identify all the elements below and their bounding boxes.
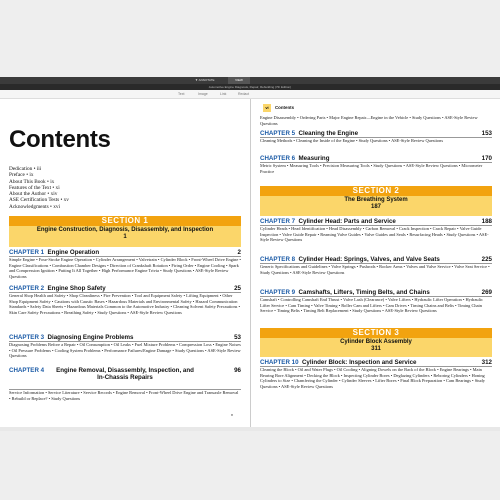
chapter-number: CHAPTER 5 (260, 130, 296, 137)
front-item[interactable]: Preface • ix (9, 172, 34, 179)
front-item[interactable]: Acknowledgments • xvi (9, 203, 60, 210)
chapter-description: General Shop Health and Safety • Shop Cleanliness • Fire Prevention • Tool and Equipment Safety • Lifting Equipment • Other Shop Equipment Safety • Cautions with Caustic Bases • Hazardous Materials and Environmental Safety • Hazard Communication Standards • Safety Data Sheets • Hazardous Materials Common to the Automotive Industry • Cleaning Solvent Safety Precautions • Skin Care Safety Precautions • Breathing Safety • Study Questions • ASE-Style Review Questions (9, 293, 241, 315)
chapter-3[interactable] (9, 334, 241, 341)
front-item[interactable]: About This Book • ix (9, 178, 55, 185)
page-title: Contents (9, 126, 111, 153)
page-number: v (231, 412, 233, 417)
annotation-tools (0, 90, 500, 99)
window-top-background (0, 0, 500, 77)
chapter-title: Measuring (298, 155, 330, 162)
chapter-1[interactable] (9, 249, 241, 256)
section-label: SECTION 3 (260, 328, 492, 338)
redact-tool[interactable]: Redact (238, 92, 250, 96)
chapter-7[interactable] (260, 218, 492, 225)
chapter-number: CHAPTER 1 (9, 249, 45, 256)
chapter-page: 153 (481, 130, 492, 137)
chapter-description: Metric System • Measuring Tools • Precision Measuring Tools • Study Questions • ASE-Style Review Questions • Micrometer Practice (260, 163, 483, 174)
right-page (250, 99, 500, 427)
section-title: Cylinder Block Assembly (340, 339, 412, 345)
image-tool[interactable]: Image (198, 92, 208, 96)
chapter-9[interactable] (260, 289, 492, 296)
chapter-title: Engine Removal, Disassembly, Inspection, and In-Chassis Repairs (56, 367, 194, 381)
section-title: The Breathing System (344, 197, 408, 203)
front-item[interactable]: About the Author • xiv (9, 191, 58, 198)
window-bottom-background (0, 431, 500, 500)
chapter-title: Diagnosing Engine Problems (47, 334, 134, 341)
chapter-title: Engine Operation (47, 249, 100, 256)
section-1-header[interactable] (9, 216, 241, 247)
viewer-toolbar (0, 77, 500, 84)
front-matter-list (9, 166, 69, 210)
chapter-page: 2 (237, 249, 241, 256)
chapter-6[interactable] (260, 155, 492, 162)
chapter-page: 269 (481, 289, 492, 296)
chapter-title: Engine Shop Safety (47, 285, 106, 292)
chapter-page: 312 (481, 359, 492, 366)
link-tool[interactable]: Link (220, 92, 227, 96)
chapter-title: Cylinder Head: Springs, Valves, and Valve Seats (298, 256, 440, 263)
chapter-description: Simple Engine • Four-Stroke Engine Operation • Cylinder Arrangement • Valvetrain • Cylinder Block • Front-Wheel Drive Engine • Engine Classifications • Combustion Chamber Designs • Direction of Crankshaft Rotation • Firing Order • Engine Cooling • Spark and Compression Ignition • Putting It All Together • High Performance Engine Trivia • Study Questions • ASE-Style Review Questions (9, 257, 241, 279)
chapter-page: 225 (481, 256, 492, 263)
running-head: Contents (275, 105, 295, 110)
section-3-header[interactable] (260, 328, 492, 357)
section-page: 187 (370, 204, 381, 210)
tab-annotate[interactable]: ▼ ANNOTATE (195, 78, 215, 82)
chapter-title: Cylinder Head: Parts and Service (298, 218, 396, 225)
chapter-description: Diagnosing Problems Before a Repair • Oil Consumption • Oil Leaks • Fuel Mixture Problems • Compression Loss • Engine Noises • Oil Pressure Problems • Cooling System Problems • Performance Failures/Engine Damage • Study Questions • ASE-Style Review Questions (9, 342, 241, 359)
chapter-2[interactable] (9, 285, 241, 292)
section-label: SECTION 1 (9, 216, 241, 226)
chapter-10[interactable] (260, 359, 492, 366)
chapter-page: 25 (234, 285, 241, 292)
text-tool[interactable]: Text (178, 92, 185, 96)
chapter-number: CHAPTER 10 (260, 359, 299, 366)
chapter-number: CHAPTER 6 (260, 155, 296, 162)
chapter-description: Generic Specifications and Guidelines • Valve Springs • Pushrods • Rocker Arms • Valves and Valve Service • Valve Seat Service • Study Questions • ASE-Style Review Questions (260, 264, 490, 275)
chapter-title: Camshafts, Lifters, Timing Belts, and Chains (298, 289, 430, 296)
left-page (0, 99, 250, 427)
chapter-description: Service Information • Service Literature • Service Records • Engine Removal • Front-Wheel Drive Engine and Transaxle Removal • Rebuild or Replace? • Study Questions (9, 390, 239, 401)
document-title: Automotive Engine Diagnosis, Repair, Rebuilding (7th Edition) (0, 84, 500, 90)
chapter-5[interactable] (260, 130, 492, 137)
chapter-page: 53 (234, 334, 241, 341)
section-title: Engine Construction, Diagnosis, Disassembly, and Inspection (36, 227, 214, 233)
chapter-page: 96 (234, 367, 241, 374)
chapter-description: Cleaning the Block • Oil and Water Plugs • Oil Cooling • Aligning Dowels on the Back of the Block • Engine Bearings • Main Bearing Bore Alignment • Decking the Block • Inspecting Cylinder Bores • Deglazing Cylinders • Reboring Cylinders • Honing Cylinders to Size • Chamfering the Cylinder • Cylinder Sleeves • Lifter Bores • Final Block Preparation • Cam Bearings • Study Questions • ASE-Style Review Questions (260, 367, 485, 389)
chapter-description: Camshaft • Controlling Camshaft End Thrust • Valve Lash (Clearance) • Valve Lifters • Hydraulic Lifter Operation • Hydraulic Lifter Service • Cam Timing • Valve Timing • Roller Cam and Lifters • Cam Drives • Timing Chains and Belts • Timing Chain Service • Timing Belts • Timing Belt Replacement • Study Questions • ASE-Style Review Questions (260, 297, 484, 314)
section-page: 1 (123, 234, 127, 240)
front-item[interactable]: Dedication • iii (9, 166, 42, 172)
section-page: 311 (371, 346, 381, 352)
chapter-description: Cylinder Heads • Head Identification • Head Disassembly • Carbon Removal • Crack Inspection • Crack Repair • Valve Guide Inspection • Valve Guide Repair • Reaming Valve Guides • Valve Guides and Seals • Resurfacing Heads • Study Questions • ASE-Style Review Questions (260, 226, 489, 243)
section-2-header[interactable] (260, 186, 492, 216)
tab-view[interactable]: VIEW (228, 77, 250, 84)
chapter-page: 170 (481, 155, 492, 162)
page-number-tab: vi (263, 104, 271, 112)
chapter-title: Cleaning the Engine (298, 130, 359, 137)
chapter-8[interactable] (260, 256, 492, 263)
chapter-description: Cleaning Methods • Cleaning the Inside of the Engine • Study Questions • ASE-Style Review Questions (260, 138, 444, 143)
chapter-number: CHAPTER 4 (9, 367, 45, 374)
chapter-number: CHAPTER 8 (260, 256, 296, 263)
chapter-number: CHAPTER 9 (260, 289, 296, 296)
chapter-number: CHAPTER 7 (260, 218, 296, 225)
chapter-number: CHAPTER 3 (9, 334, 45, 341)
chapter-number: CHAPTER 2 (9, 285, 45, 292)
section-label: SECTION 2 (260, 186, 492, 196)
chapter-title: Cylinder Block: Inspection and Service (301, 359, 417, 366)
front-item[interactable]: Features of the Text • xi (9, 184, 60, 191)
front-item[interactable]: ASE Certification Tests • xv (9, 197, 69, 204)
chapter-description: Engine Disassembly • Ordering Parts • Major Engine Repair—Engine in the Vehicle • Study Questions • ASE-Style Review Questions (260, 115, 478, 126)
chapter-page: 188 (481, 218, 492, 225)
